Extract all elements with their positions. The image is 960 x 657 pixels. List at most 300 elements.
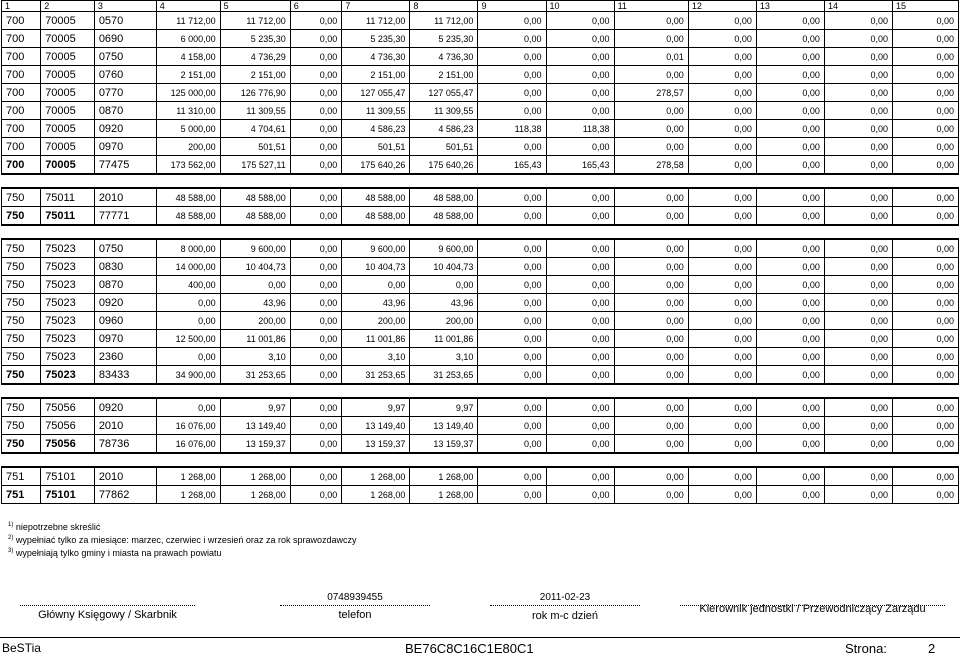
table-cell: 0,00 (614, 330, 688, 348)
table-cell: 0,00 (156, 294, 220, 312)
table-cell: 750 (2, 239, 41, 258)
table-cell: 0,00 (893, 417, 959, 435)
table-cell: 6 000,00 (156, 30, 220, 48)
table-cell: 0,00 (546, 12, 614, 30)
group-separator (2, 174, 959, 188)
table-row (2, 330, 959, 348)
table-cell: 0,00 (688, 435, 756, 454)
table-cell: 0,00 (410, 276, 478, 294)
table-cell: 0960 (94, 312, 156, 330)
table-cell: 0,00 (290, 156, 342, 175)
table-cell: 11 712,00 (156, 12, 220, 30)
table-cell: 750 (2, 417, 41, 435)
table-row (2, 239, 959, 258)
table-cell: 0,00 (688, 84, 756, 102)
footer-bar (0, 637, 960, 657)
table-cell: 0,00 (290, 84, 342, 102)
table-cell: 0,00 (688, 467, 756, 486)
table-cell: 0760 (94, 66, 156, 84)
table-row (2, 48, 959, 66)
table-cell: 0,00 (688, 417, 756, 435)
table-cell: 0,00 (756, 467, 824, 486)
table-cell: 1 268,00 (342, 467, 410, 486)
table-cell: 10 404,73 (410, 258, 478, 276)
table-cell: 75056 (41, 417, 95, 435)
table-cell: 0,00 (824, 348, 892, 366)
table-cell: 3,10 (220, 348, 290, 366)
table-cell: 0,00 (824, 398, 892, 417)
table-cell: 0,00 (290, 276, 342, 294)
table-cell: 5 235,30 (410, 30, 478, 48)
table-cell: 175 640,26 (410, 156, 478, 175)
table-cell: 0,00 (756, 330, 824, 348)
footnote-3: $^{3)}$ wypełniają tylko gminy i miasta na prawach powiatu (8, 548, 222, 558)
table-cell: 0,00 (893, 12, 959, 30)
table-cell: 127 055,47 (342, 84, 410, 102)
table-cell: 0,01 (614, 48, 688, 66)
table-cell: 0,00 (824, 188, 892, 207)
table-cell: 0,00 (614, 66, 688, 84)
table-cell: 0,00 (824, 138, 892, 156)
table-cell: 70005 (41, 30, 95, 48)
table-cell: 0,00 (478, 102, 546, 120)
table-cell: 0,00 (478, 276, 546, 294)
column-number: 14 (824, 1, 892, 12)
table-cell: 0,00 (824, 207, 892, 226)
table-cell: 2010 (94, 417, 156, 435)
table-cell: 0,00 (290, 188, 342, 207)
table-cell: 0,00 (893, 84, 959, 102)
table-cell: 31 253,65 (410, 366, 478, 385)
table-cell: 43,96 (342, 294, 410, 312)
table-cell: 0,00 (824, 48, 892, 66)
table-cell: 0,00 (756, 348, 824, 366)
table-cell: 750 (2, 366, 41, 385)
table-cell: 0,00 (688, 398, 756, 417)
table-cell: 0,00 (614, 398, 688, 417)
table-cell: 75023 (41, 276, 95, 294)
table-cell: 11 309,55 (220, 102, 290, 120)
unit-head-label: Kierownik jednostki / Przewodniczący Zarządu (699, 603, 926, 615)
table-cell: 0,00 (824, 239, 892, 258)
signature-line-accountant (20, 605, 195, 606)
table-cell: 0,00 (290, 207, 342, 226)
table-cell: 75101 (41, 486, 95, 504)
table-cell: 0,00 (614, 120, 688, 138)
table-cell: 0,00 (546, 417, 614, 435)
table-cell: 0,00 (756, 398, 824, 417)
column-number: 13 (756, 1, 824, 12)
table-cell: 0,00 (824, 156, 892, 175)
table-cell: 0,00 (546, 138, 614, 156)
table-cell: 0,00 (478, 48, 546, 66)
column-number: 11 (614, 1, 688, 12)
table-cell: 700 (2, 84, 41, 102)
table-cell: 750 (2, 258, 41, 276)
table-cell: 175 527,11 (220, 156, 290, 175)
table-cell: 0,00 (478, 258, 546, 276)
table-cell: 11 310,00 (156, 102, 220, 120)
table-cell: 126 776,90 (220, 84, 290, 102)
table-cell: 0,00 (824, 258, 892, 276)
table-cell: 48 588,00 (220, 207, 290, 226)
table-cell: 0,00 (290, 258, 342, 276)
table-cell: 0970 (94, 138, 156, 156)
table-cell: 200,00 (156, 138, 220, 156)
table-cell: 0,00 (290, 120, 342, 138)
table-cell: 9,97 (342, 398, 410, 417)
table-cell: 200,00 (342, 312, 410, 330)
table-row (2, 258, 959, 276)
table-cell: 31 253,65 (342, 366, 410, 385)
table-cell: 0,00 (824, 294, 892, 312)
table-cell: 70005 (41, 102, 95, 120)
table-cell: 4 158,00 (156, 48, 220, 66)
table-cell: 0,00 (478, 366, 546, 385)
table-cell: 1 268,00 (220, 486, 290, 504)
chief-accountant-label: Główny Księgowy / Skarbnik (38, 609, 177, 621)
table-cell: 0,00 (614, 294, 688, 312)
table-cell: 0,00 (478, 486, 546, 504)
table-cell: 10 404,73 (220, 258, 290, 276)
table-cell: 118,38 (546, 120, 614, 138)
table-cell: 0,00 (893, 120, 959, 138)
table-cell: 175 640,26 (342, 156, 410, 175)
table-cell: 9 600,00 (342, 239, 410, 258)
subtotal-row (2, 366, 959, 385)
subtotal-row (2, 435, 959, 454)
table-cell: 0570 (94, 12, 156, 30)
table-cell: 77771 (94, 207, 156, 226)
table-row (2, 398, 959, 417)
table-cell: 9 600,00 (410, 239, 478, 258)
column-number: 3 (94, 1, 156, 12)
app-name: BeSTia (2, 641, 41, 655)
table-cell: 0870 (94, 276, 156, 294)
table-cell: 0,00 (756, 294, 824, 312)
table-cell: 0,00 (478, 239, 546, 258)
footnote-1: $^{1)}$ niepotrzebne skreślić (8, 522, 101, 532)
table-cell: 400,00 (156, 276, 220, 294)
table-cell: 2 151,00 (156, 66, 220, 84)
table-cell: 127 055,47 (410, 84, 478, 102)
table-cell: 11 001,86 (410, 330, 478, 348)
table-cell: 0,00 (614, 12, 688, 30)
table-cell: 750 (2, 398, 41, 417)
table-cell: 0,00 (756, 120, 824, 138)
table-cell: 3,10 (342, 348, 410, 366)
table-cell: 0,00 (824, 30, 892, 48)
table-cell: 0,00 (688, 48, 756, 66)
table-cell: 750 (2, 348, 41, 366)
table-cell: 750 (2, 435, 41, 454)
table-cell: 11 712,00 (220, 12, 290, 30)
table-cell: 0,00 (688, 156, 756, 175)
table-cell: 11 309,55 (410, 102, 478, 120)
table-cell: 0,00 (893, 486, 959, 504)
table-cell: 0,00 (688, 120, 756, 138)
table-cell: 43,96 (410, 294, 478, 312)
table-cell: 0,00 (478, 467, 546, 486)
table-cell: 0,00 (546, 102, 614, 120)
table-row (2, 66, 959, 84)
table-row (2, 102, 959, 120)
table-cell: 75023 (41, 348, 95, 366)
table-cell: 0,00 (546, 239, 614, 258)
table-cell: 0,00 (756, 48, 824, 66)
table-cell: 75023 (41, 239, 95, 258)
table-cell: 0,00 (290, 138, 342, 156)
table-cell: 750 (2, 312, 41, 330)
table-cell: 0,00 (893, 435, 959, 454)
date-label: rok m-c dzień (531, 610, 599, 622)
column-number: 15 (893, 1, 959, 12)
table-cell: 0,00 (546, 294, 614, 312)
table-cell: 0,00 (893, 258, 959, 276)
table-row (2, 417, 959, 435)
table-cell: 0,00 (156, 312, 220, 330)
table-cell: 0,00 (893, 239, 959, 258)
table-cell: 0,00 (614, 417, 688, 435)
table-cell: 0,00 (290, 366, 342, 385)
table-cell: 700 (2, 48, 41, 66)
table-cell: 0,00 (756, 366, 824, 385)
table-row (2, 294, 959, 312)
table-cell: 0,00 (756, 486, 824, 504)
table-cell: 0,00 (756, 276, 824, 294)
table-cell: 0,00 (614, 486, 688, 504)
table-cell: 0,00 (614, 188, 688, 207)
table-cell: 0,00 (546, 467, 614, 486)
table-cell: 13 149,40 (410, 417, 478, 435)
table-cell: 0,00 (893, 188, 959, 207)
table-cell: 0,00 (290, 48, 342, 66)
table-cell: 0,00 (614, 435, 688, 454)
table-cell: 0,00 (893, 102, 959, 120)
report-table (1, 0, 959, 504)
table-cell: 0,00 (290, 417, 342, 435)
table-cell: 11 001,86 (220, 330, 290, 348)
table-cell: 750 (2, 276, 41, 294)
table-cell: 0,00 (478, 348, 546, 366)
table-cell: 0,00 (893, 207, 959, 226)
table-cell: 13 159,37 (342, 435, 410, 454)
column-number: 9 (478, 1, 546, 12)
table-cell: 0,00 (546, 48, 614, 66)
table-cell: 0,00 (290, 12, 342, 30)
table-cell: 0,00 (614, 366, 688, 385)
table-cell: 0,00 (290, 348, 342, 366)
table-cell: 0970 (94, 330, 156, 348)
table-cell: 0,00 (290, 294, 342, 312)
table-row (2, 30, 959, 48)
table-cell: 13 159,37 (410, 435, 478, 454)
group-separator (2, 225, 959, 239)
table-cell: 5 235,30 (220, 30, 290, 48)
table-cell: 2 151,00 (342, 66, 410, 84)
table-cell: 0,00 (614, 276, 688, 294)
table-cell: 4 704,61 (220, 120, 290, 138)
table-cell: 2 151,00 (410, 66, 478, 84)
table-cell: 1 268,00 (156, 486, 220, 504)
footnote-2: $^{2)}$ wypełniać tylko za miesiące: marzec, czerwiec i wrzesień oraz za rok sprawozdawczy (8, 535, 357, 545)
table-cell: 70005 (41, 66, 95, 84)
table-cell: 0,00 (342, 276, 410, 294)
table-cell: 8 000,00 (156, 239, 220, 258)
table-cell: 0,00 (478, 30, 546, 48)
table-cell: 0920 (94, 120, 156, 138)
column-number: 4 (156, 1, 220, 12)
subtotal-row (2, 486, 959, 504)
table-cell: 9,97 (410, 398, 478, 417)
date-value: 2011-02-23 (539, 592, 591, 603)
table-cell: 0,00 (688, 330, 756, 348)
table-cell: 0770 (94, 84, 156, 102)
table-cell: 700 (2, 30, 41, 48)
table-cell: 78736 (94, 435, 156, 454)
table-cell: 11 712,00 (342, 12, 410, 30)
table-cell: 700 (2, 156, 41, 175)
table-cell: 0,00 (614, 102, 688, 120)
table-cell: 0,00 (546, 398, 614, 417)
table-cell: 0,00 (290, 398, 342, 417)
footnotes (8, 520, 356, 559)
table-cell: 75023 (41, 330, 95, 348)
table-cell: 0920 (94, 398, 156, 417)
table-cell: 70005 (41, 120, 95, 138)
table-cell: 0,00 (546, 84, 614, 102)
table-cell: 0,00 (546, 486, 614, 504)
table-cell: 2010 (94, 467, 156, 486)
table-cell: 0,00 (546, 312, 614, 330)
table-cell: 13 159,37 (220, 435, 290, 454)
phone-value: 0748939455 (327, 592, 383, 603)
table-cell: 31 253,65 (220, 366, 290, 385)
table-cell: 0,00 (478, 66, 546, 84)
table-cell: 0,00 (824, 486, 892, 504)
table-cell: 0,00 (756, 12, 824, 30)
table-cell: 10 404,73 (342, 258, 410, 276)
table-cell: 0,00 (478, 417, 546, 435)
table-cell: 0,00 (824, 312, 892, 330)
table-cell: 0,00 (546, 188, 614, 207)
table-cell: 0,00 (893, 312, 959, 330)
column-number: 5 (220, 1, 290, 12)
column-number: 2 (41, 1, 95, 12)
table-cell: 2010 (94, 188, 156, 207)
table-cell: 0,00 (220, 276, 290, 294)
table-cell: 0,00 (893, 398, 959, 417)
table-row (2, 120, 959, 138)
table-cell: 200,00 (410, 312, 478, 330)
table-cell: 751 (2, 486, 41, 504)
table-cell: 70005 (41, 48, 95, 66)
table-cell: 13 149,40 (342, 417, 410, 435)
table-cell: 118,38 (478, 120, 546, 138)
column-number: 8 (410, 1, 478, 12)
table-cell: 278,58 (614, 156, 688, 175)
table-cell: 200,00 (220, 312, 290, 330)
table-cell: 700 (2, 120, 41, 138)
table-cell: 0,00 (546, 258, 614, 276)
table-cell: 165,43 (478, 156, 546, 175)
table-cell: 0,00 (688, 188, 756, 207)
table-cell: 4 736,29 (220, 48, 290, 66)
table-cell: 14 000,00 (156, 258, 220, 276)
table-cell: 0,00 (824, 120, 892, 138)
table-cell: 0,00 (688, 30, 756, 48)
table-cell: 165,43 (546, 156, 614, 175)
table-cell: 0,00 (290, 330, 342, 348)
table-cell: 3,10 (410, 348, 478, 366)
table-cell: 750 (2, 294, 41, 312)
table-cell: 0,00 (893, 138, 959, 156)
table-row (2, 188, 959, 207)
table-cell: 0,00 (756, 435, 824, 454)
table-cell: 0,00 (688, 207, 756, 226)
table-cell: 0,00 (478, 188, 546, 207)
table-cell: 0,00 (614, 239, 688, 258)
table-cell: 9 600,00 (220, 239, 290, 258)
table-cell: 0,00 (824, 467, 892, 486)
table-cell: 0,00 (756, 138, 824, 156)
table-cell: 700 (2, 66, 41, 84)
table-cell: 0,00 (546, 66, 614, 84)
table-cell: 5 000,00 (156, 120, 220, 138)
table-cell: 0,00 (478, 294, 546, 312)
table-cell: 48 588,00 (410, 188, 478, 207)
table-cell: 0,00 (756, 312, 824, 330)
table-cell: 0,00 (688, 12, 756, 30)
table-cell: 0,00 (688, 102, 756, 120)
signature-line-phone (280, 605, 430, 606)
table-cell: 0,00 (756, 239, 824, 258)
table-cell: 0,00 (824, 330, 892, 348)
subtotal-row (2, 156, 959, 175)
table-cell: 0,00 (478, 312, 546, 330)
table-cell: 0,00 (756, 258, 824, 276)
column-number: 1 (2, 1, 41, 12)
table-row (2, 467, 959, 486)
table-cell: 0,00 (478, 138, 546, 156)
table-cell: 0,00 (893, 348, 959, 366)
group-separator (2, 384, 959, 398)
table-cell: 0,00 (546, 330, 614, 348)
table-cell: 75101 (41, 467, 95, 486)
column-number: 7 (342, 1, 410, 12)
table-cell: 4 586,23 (410, 120, 478, 138)
table-cell: 48 588,00 (342, 207, 410, 226)
column-number: 6 (290, 1, 342, 12)
table-cell: 0,00 (614, 30, 688, 48)
table-cell: 0,00 (688, 366, 756, 385)
column-number: 10 (546, 1, 614, 12)
table-cell: 0,00 (824, 276, 892, 294)
table-cell: 70005 (41, 138, 95, 156)
table-cell: 0830 (94, 258, 156, 276)
table-cell: 0,00 (893, 156, 959, 175)
table-cell: 0,00 (824, 84, 892, 102)
table-row (2, 312, 959, 330)
document-code: BE76C8C16C1E80C1 (405, 641, 534, 656)
table-cell: 0,00 (290, 102, 342, 120)
table-cell: 4 586,23 (342, 120, 410, 138)
table-cell: 1 268,00 (410, 467, 478, 486)
table-cell: 0,00 (688, 276, 756, 294)
table-cell: 1 268,00 (342, 486, 410, 504)
column-number: 12 (688, 1, 756, 12)
table-cell: 34 900,00 (156, 366, 220, 385)
